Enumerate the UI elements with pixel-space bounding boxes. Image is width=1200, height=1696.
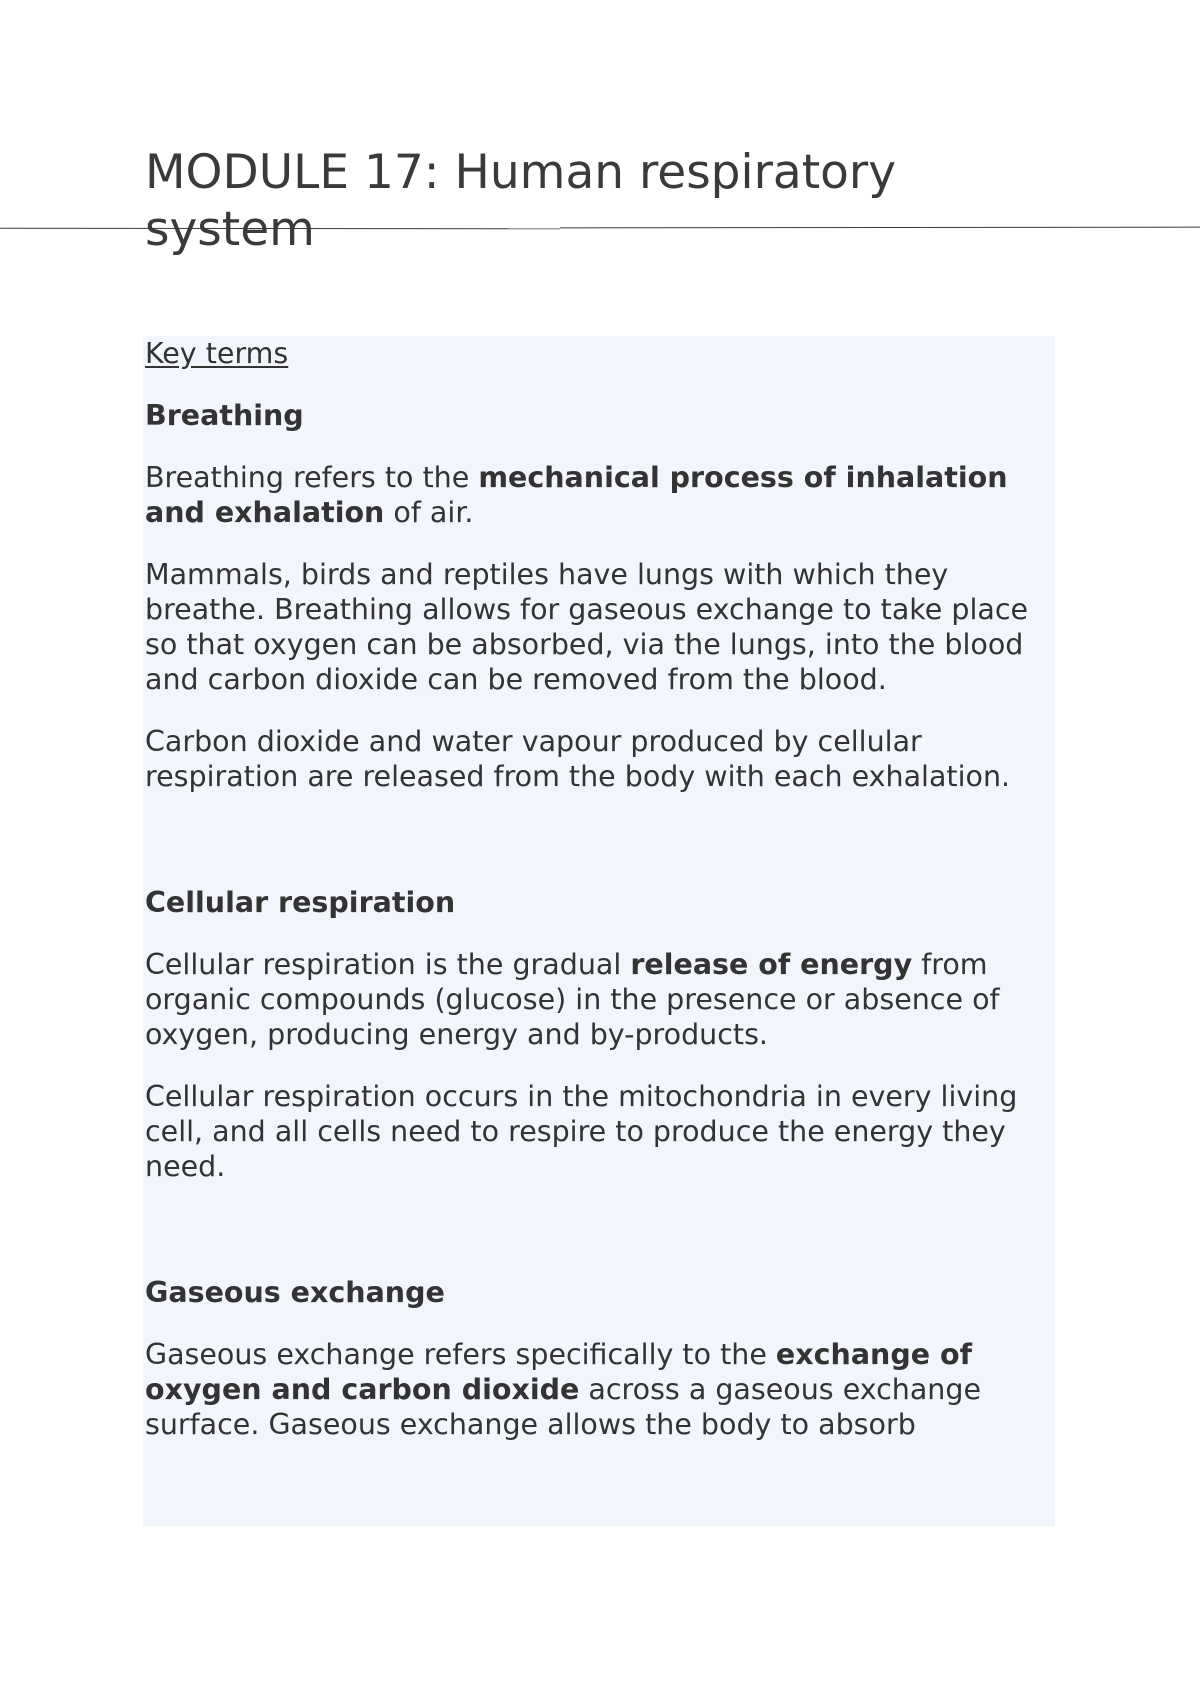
paragraph-breathing-exhalation: Carbon dioxide and water vapour produced by cellular respiration are released from the body with each exhalation.: [145, 725, 1011, 793]
heading-cellular-respiration: Cellular respiration: [145, 886, 456, 919]
paragraph-cellular-respiration-definition: [145, 947, 1060, 1052]
page-title: MODULE 17: Human respiratory system: [145, 145, 897, 257]
paragraph-breathing-lungs: Mammals, birds and reptiles have lungs with which they breathe. Breathing allows for gaseous exchange to take place so that oxygen can be absorbed, via the lungs, into the blood and carbon dioxide can be removed from the blood.: [145, 558, 1029, 696]
bold-term: exchange of oxygen and carbon dioxide: [145, 1338, 972, 1406]
text-run: of air.: [384, 496, 474, 529]
paragraph-breathing-definition: [145, 460, 1060, 530]
heading-gaseous-exchange: Gaseous exchange: [145, 1276, 445, 1309]
paragraph-gaseous-exchange-definition: [145, 1337, 1060, 1442]
paragraph-cellular-respiration-mitochondria: Cellular respiration occurs in the mitochondria in every living cell, and all cells need to respire to produce the energy they need.: [145, 1080, 1018, 1183]
text-run: across a gaseous exchange surface. Gaseous exchange allows the body to absorb: [145, 1373, 981, 1441]
heading-breathing: Breathing: [145, 399, 304, 432]
bold-term: mechanical process of inhalation and exhalation: [145, 461, 1008, 529]
text-run: Cellular respiration is the gradual: [145, 948, 631, 981]
text-run: Gaseous exchange refers specifically to the: [145, 1338, 776, 1371]
text-run: Breathing refers to the: [145, 461, 479, 494]
key-terms-content: [145, 336, 1060, 1442]
text-run: from organic compounds (glucose) in the presence or absence of oxygen, producing energy and by-products.: [145, 948, 1000, 1051]
bold-term: release of energy: [630, 948, 913, 981]
key-terms-label: Key terms: [145, 337, 289, 370]
